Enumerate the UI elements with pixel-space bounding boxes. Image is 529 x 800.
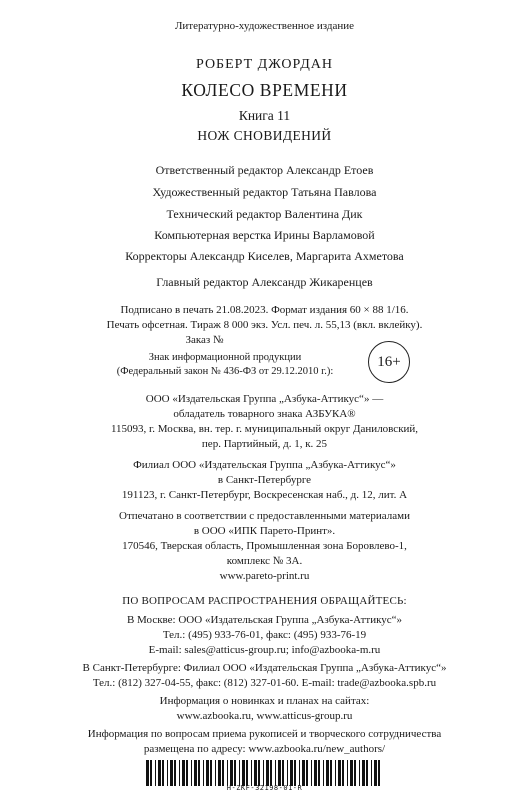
barcode-bar [198, 760, 200, 786]
barcode-bar [366, 760, 368, 786]
barcode-bar [162, 760, 164, 786]
barcode-bar [227, 760, 228, 786]
barcode-bar [359, 760, 360, 786]
barcode-bar [330, 760, 332, 786]
editor-line: Художественный редактор Татьяна Павлова [152, 185, 377, 199]
spb-line: Тел.: (812) 327-04-55, факс: (812) 327-01-60. E-mail: trade@azbooka.spb.ru [92, 677, 437, 689]
print-info-line: Печать офсетная. Тираж 8 000 экз. Усл. печ. л. 55,13 (вкл. вклейку). [106, 319, 423, 331]
distribution-heading: ПО ВОПРОСАМ РАСПРОСТРАНЕНИЯ ОБРАЩАЙТЕСЬ: [122, 595, 407, 607]
barcode-bar [230, 760, 233, 786]
moscow-line: Тел.: (495) 933-76-01, факс: (495) 933-76-19 [162, 629, 367, 641]
printer-website: www.pareto-print.ru [219, 570, 310, 582]
branch-line: 191123, г. Санкт-Петербург, Воскресенская наб., д. 12, лит. А [121, 489, 408, 501]
manuscripts-line: размещена по адресу: www.azbooka.ru/new_authors/ [143, 743, 386, 755]
barcode-bar [263, 760, 264, 786]
barcode-bar [191, 760, 192, 786]
barcode-bar [294, 760, 296, 786]
barcode-bar [218, 760, 221, 786]
barcode-bar [206, 760, 209, 786]
printer-line: комплекс № 3А. [226, 555, 303, 567]
barcode-bar [318, 760, 320, 786]
age-notice-line: Знак информационной продукции [148, 352, 302, 363]
genre-label: Литературно-художественное издание [174, 20, 355, 32]
barcode-bar [342, 760, 344, 786]
barcode-bar [254, 760, 257, 786]
age-notice-line: (Федеральный закон № 436-ФЗ от 29.12.2010 г.): [116, 366, 334, 377]
barcode-bar [251, 760, 252, 786]
barcode-bar [323, 760, 324, 786]
barcode-bar [150, 760, 152, 786]
age-rating-badge: 16+ [368, 341, 410, 383]
barcode-bar [299, 760, 300, 786]
book-title: НОЖ СНОВИДЕНИЙ [197, 128, 332, 143]
barcode-bar [338, 760, 341, 786]
branch-line: Филиал ООО «Издательская Группа „Азбука-Аттикус“» [133, 459, 396, 471]
barcode-bar [242, 760, 245, 786]
barcode-bar [287, 760, 288, 786]
series-title: КОЛЕСО ВРЕМЕНИ [181, 80, 348, 100]
barcode-bar [182, 760, 185, 786]
moscow-line: В Москве: ООО «Издательская Группа „Азбука-Аттикус“» [126, 614, 403, 626]
publisher-line: пер. Партийный, д. 1, к. 25 [201, 438, 328, 450]
barcode-bar [278, 760, 281, 786]
websites-line: Информация о новинках и планах на сайтах: [159, 695, 370, 707]
publisher-line: обладатель товарного знака АЗБУКА® [173, 408, 356, 420]
barcode-bar [347, 760, 348, 786]
barcode-bar [146, 760, 149, 786]
barcode-bar [326, 760, 329, 786]
barcode-bar [167, 760, 168, 786]
editor-line: Компьютерная верстка Ирины Варламовой [154, 228, 375, 242]
barcode-bar [170, 760, 173, 786]
barcode-bar [302, 760, 305, 786]
editor-line: Технический редактор Валентина Дик [166, 207, 363, 221]
publisher-line: ООО «Издательская Группа „Азбука-Аттикус“» — [145, 393, 384, 405]
barcode-bar [203, 760, 204, 786]
barcode-bar [215, 760, 216, 786]
book-number: Книга 11 [238, 108, 291, 123]
barcode-bar [158, 760, 161, 786]
editor-line: Ответственный редактор Александр Етоев [155, 163, 374, 177]
printer-line: в ООО «ИПК Парето-Принт». [193, 525, 336, 537]
barcode-bar [371, 760, 372, 786]
barcode-bar [378, 760, 380, 786]
barcode-bar [179, 760, 180, 786]
spb-line: В Санкт-Петербурге: Филиал ООО «Издательская Группа „Азбука-Аттикус“» [82, 662, 447, 674]
publisher-line: 115093, г. Москва, вн. тер. г. муниципальный округ Даниловский, [110, 423, 419, 435]
printer-line: 170546, Тверская область, Промышленная зона Боровлево-1, [122, 540, 407, 552]
chief-editor-line: Главный редактор Александр Жикаренцев [156, 275, 373, 289]
print-info-line: Подписано в печать 21.08.2023. Формат издания 60 × 88 1/16. [120, 304, 409, 316]
barcode-number: H-ZKF-32198-01-R [226, 784, 303, 792]
barcode-bar [306, 760, 308, 786]
barcode-bar [222, 760, 224, 786]
barcode-bar [314, 760, 317, 786]
barcode-bar [362, 760, 365, 786]
order-number: Заказ № [185, 334, 224, 346]
branch-line: в Санкт-Петербурге [217, 474, 312, 486]
barcode-bar [194, 760, 197, 786]
barcode-bar [246, 760, 248, 786]
barcode-bar [374, 760, 377, 786]
barcode-bar [155, 760, 156, 786]
barcode-bar [311, 760, 312, 786]
barcode-bar [239, 760, 240, 786]
barcode-bar [335, 760, 336, 786]
websites-line: www.azbooka.ru, www.atticus-group.ru [176, 710, 353, 722]
barcode-bar [350, 760, 353, 786]
editor-line: Корректоры Александр Киселев, Маргарита Ахметова [125, 249, 404, 263]
author-name: РОБЕРТ ДЖОРДАН [195, 57, 334, 72]
barcode-bar [354, 760, 356, 786]
barcode-bar [290, 760, 293, 786]
barcode-bar [210, 760, 212, 786]
barcode-bar [266, 760, 269, 786]
manuscripts-line: Информация по вопросам приема рукописей и творческого сотрудничества [87, 728, 442, 740]
moscow-line: E-mail: sales@atticus-group.ru; info@azbooka-m.ru [148, 644, 381, 656]
printer-line: Отпечатано в соответствии с предоставленными материалами [119, 510, 410, 522]
barcode-bar [275, 760, 276, 786]
barcode-bar [234, 760, 236, 786]
barcode-bar [186, 760, 188, 786]
barcode-bar [258, 760, 260, 786]
barcode-bar [270, 760, 272, 786]
barcode-bar [282, 760, 284, 786]
barcode-bar [174, 760, 176, 786]
